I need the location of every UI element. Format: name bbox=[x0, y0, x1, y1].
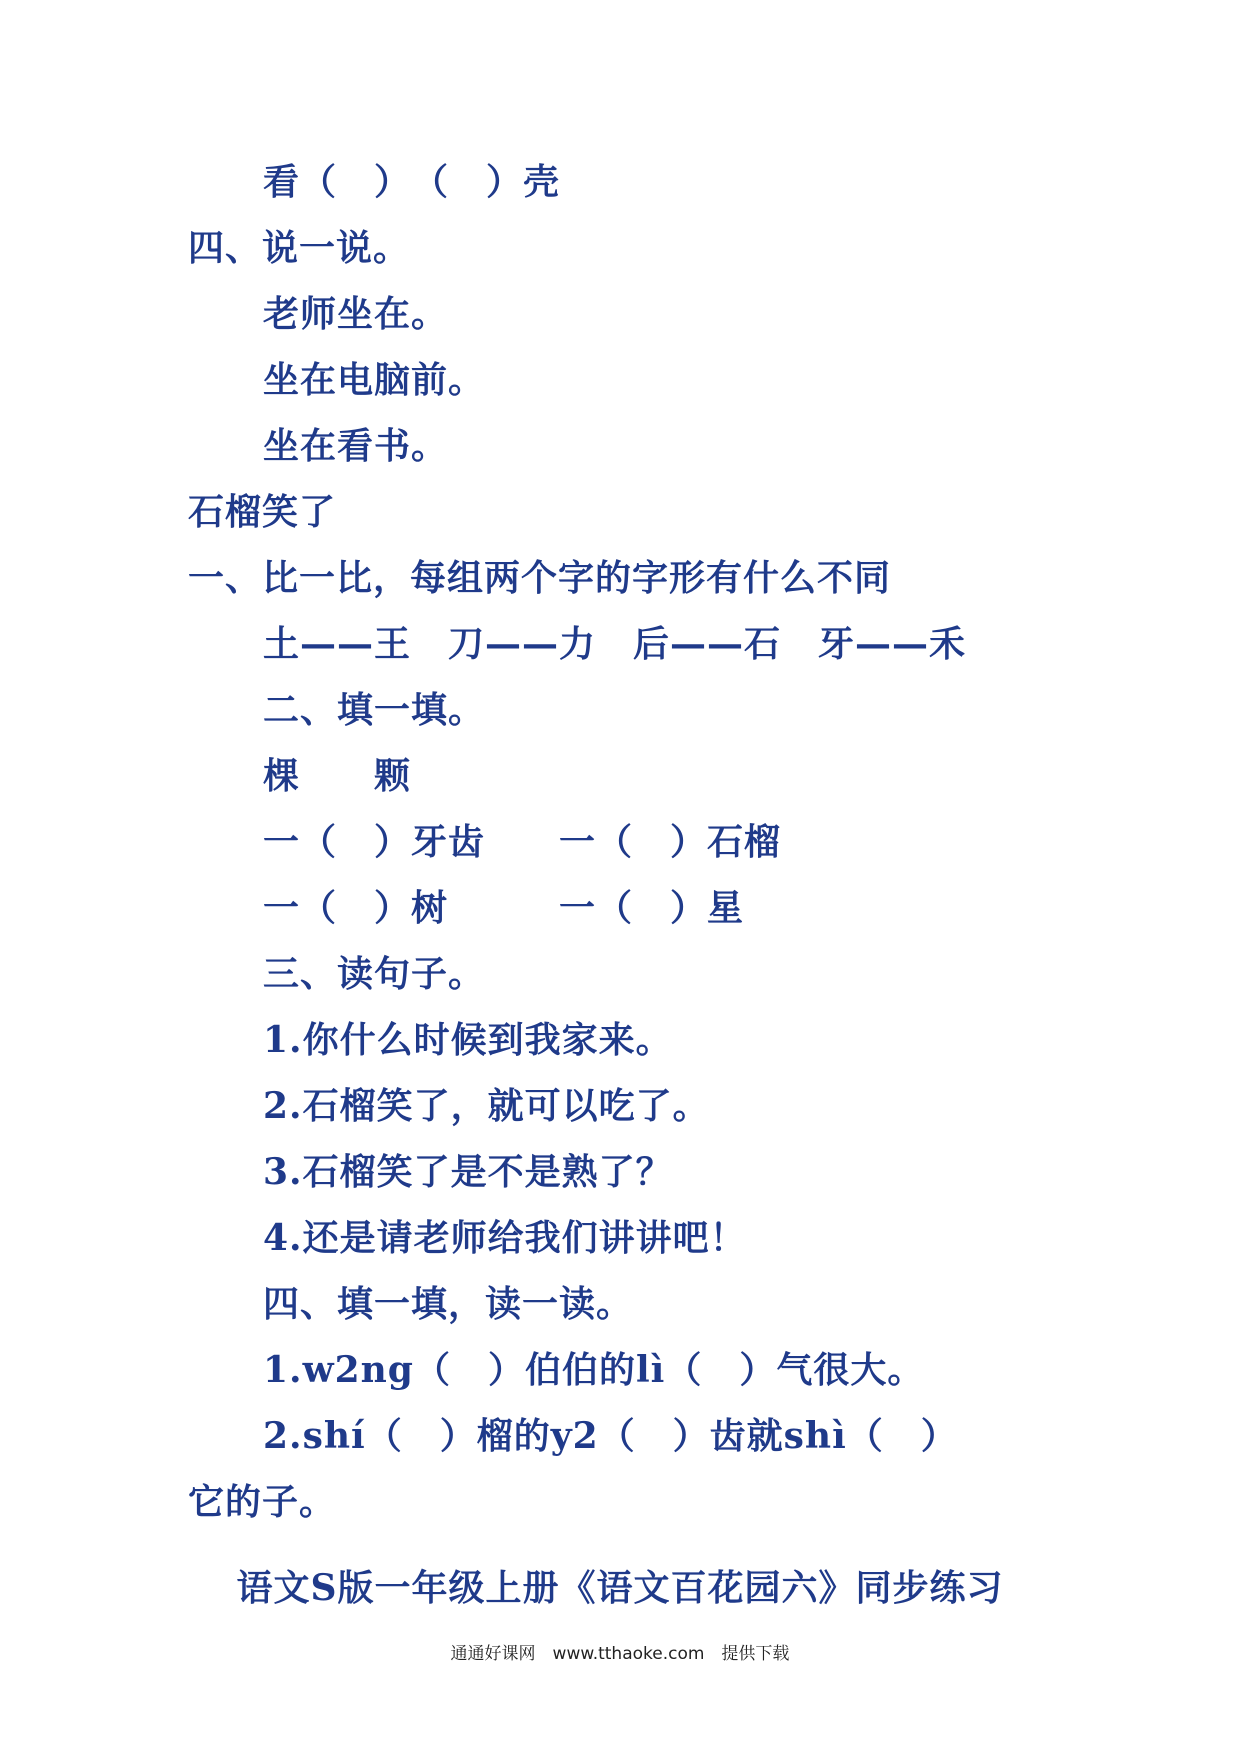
text-line: 2.shí（ ）榴的y2（ ）齿就shì（ ） bbox=[263, 1415, 958, 1457]
text-line: 坐在电脑前。 bbox=[263, 359, 486, 401]
text-line: 一（ ）牙齿 一（ ）石榴 bbox=[263, 821, 782, 863]
section-heading: 四、填一填，读一读。 bbox=[263, 1283, 634, 1325]
text-line: 土——王 刀——力 后——石 牙——禾 bbox=[263, 623, 967, 665]
text-line: 1.w2ng（ ）伯伯的lì（ ）气很大。 bbox=[263, 1349, 925, 1391]
text-line: 坐在看书。 bbox=[263, 425, 449, 467]
text-line: 棵 颗 bbox=[263, 755, 412, 797]
text-line: 1.你什么时候到我家来。 bbox=[263, 1019, 673, 1061]
text-line: 2.石榴笑了，就可以吃了。 bbox=[263, 1085, 710, 1127]
text-line: 一（ ）树 一（ ）星 bbox=[263, 887, 745, 929]
lesson-title: 石榴笑了 bbox=[188, 491, 337, 533]
text-line: 4.还是请老师给我们讲讲吧！ bbox=[263, 1217, 747, 1259]
section-heading: 四、说一说。 bbox=[188, 227, 411, 269]
document-title: 语文S版一年级上册《语文百花园六》同步练习 bbox=[236, 1567, 1004, 1609]
section-heading: 二、填一填。 bbox=[263, 689, 486, 731]
text-line: 老师坐在。 bbox=[263, 293, 449, 335]
section-heading: 三、读句子。 bbox=[263, 953, 486, 995]
text-line: 3.石榴笑了是不是熟了？ bbox=[263, 1151, 673, 1193]
text-line: 看（ ） （ ）壳 bbox=[263, 161, 561, 203]
section-heading: 一、比一比，每组两个字的字形有什么不同 bbox=[188, 557, 892, 599]
page-footer: 通通好课网 www.tthaoke.com 提供下载 bbox=[450, 1644, 790, 1664]
text-line: 它的子。 bbox=[188, 1481, 337, 1523]
